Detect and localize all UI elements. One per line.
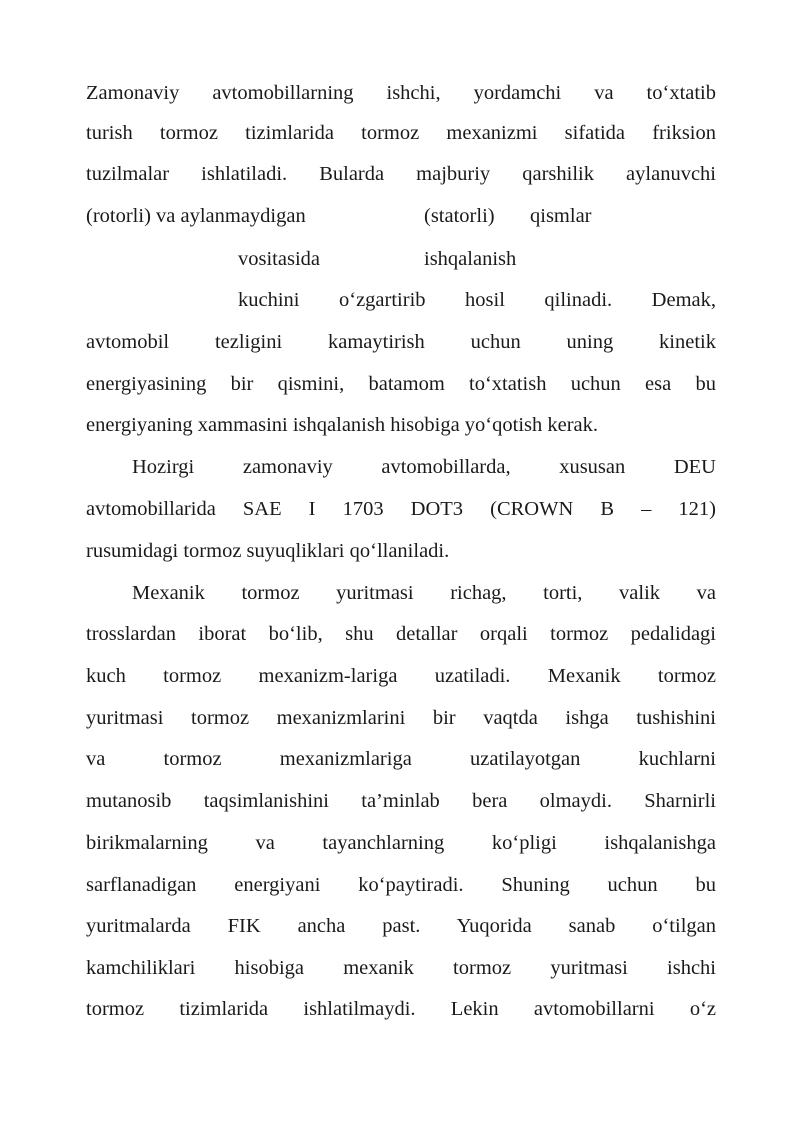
text-fragment: qismlar xyxy=(530,205,592,227)
text-line: avtomobillarida SAE I 1703 DOT3 (CROWN B – 121) xyxy=(86,498,716,520)
text-line: energiyaning xammasini ishqalanish hisobiga yo‘qotish kerak. xyxy=(86,414,599,436)
text-fragment: ishqalanish xyxy=(424,248,517,270)
text-line: kuch tormoz mexanizm-lariga uzatiladi. Mexanik tormoz xyxy=(86,665,716,687)
text-line: tormoz tizimlarida ishlatilmaydi. Lekin avtomobillarni o‘z xyxy=(86,998,716,1020)
text-line: avtomobil tezligini kamaytirish uchun uning kinetik xyxy=(86,331,716,353)
text-line: Mexanik tormoz yuritmasi richag, torti, valik va xyxy=(132,582,716,604)
text-line: mutanosib taqsimlanishini ta’minlab bera olmaydi. Sharnirli xyxy=(86,790,716,812)
text-line: yuritmalarda FIK ancha past. Yuqorida sanab o‘tilgan xyxy=(86,915,716,937)
text-fragment: (statorli) xyxy=(424,205,495,227)
text-line: Zamonaviy avtomobillarning ishchi, yordamchi va to‘xtatib xyxy=(86,82,716,104)
text-line: trosslardan iborat bo‘lib, shu detallar orqali tormoz pedalidagi xyxy=(86,623,716,645)
text-fragment: vositasida xyxy=(238,248,320,270)
text-line: energiyasining bir qismini, batamom to‘xtatish uchun esa bu xyxy=(86,373,716,395)
text-line: turish tormoz tizimlarida tormoz mexanizmi sifatida friksion xyxy=(86,122,716,144)
text-line: va tormoz mexanizmlariga uzatilayotgan kuchlarni xyxy=(86,748,716,770)
text-line: kuchini o‘zgartirib hosil qilinadi. Demak, xyxy=(238,289,716,311)
text-fragment: (rotorli) va aylanmaydigan xyxy=(86,205,306,227)
text-line: Hozirgi zamonaviy avtomobillarda, xususan DEU xyxy=(132,456,716,478)
text-line: rusumidagi tormoz suyuqliklari qo‘llaniladi. xyxy=(86,540,450,562)
text-line: birikmalarning va tayanchlarning ko‘pligi ishqalanishga xyxy=(86,832,716,854)
text-line: sarflanadigan energiyani ko‘paytiradi. Shuning uchun bu xyxy=(86,874,716,896)
text-line: tuzilmalar ishlatiladi. Bularda majburiy qarshilik aylanuvchi xyxy=(86,163,716,185)
text-line: yuritmasi tormoz mexanizmlarini bir vaqtda ishga tushishini xyxy=(86,707,716,729)
text-line: kamchiliklari hisobiga mexanik tormoz yuritmasi ishchi xyxy=(86,957,716,979)
